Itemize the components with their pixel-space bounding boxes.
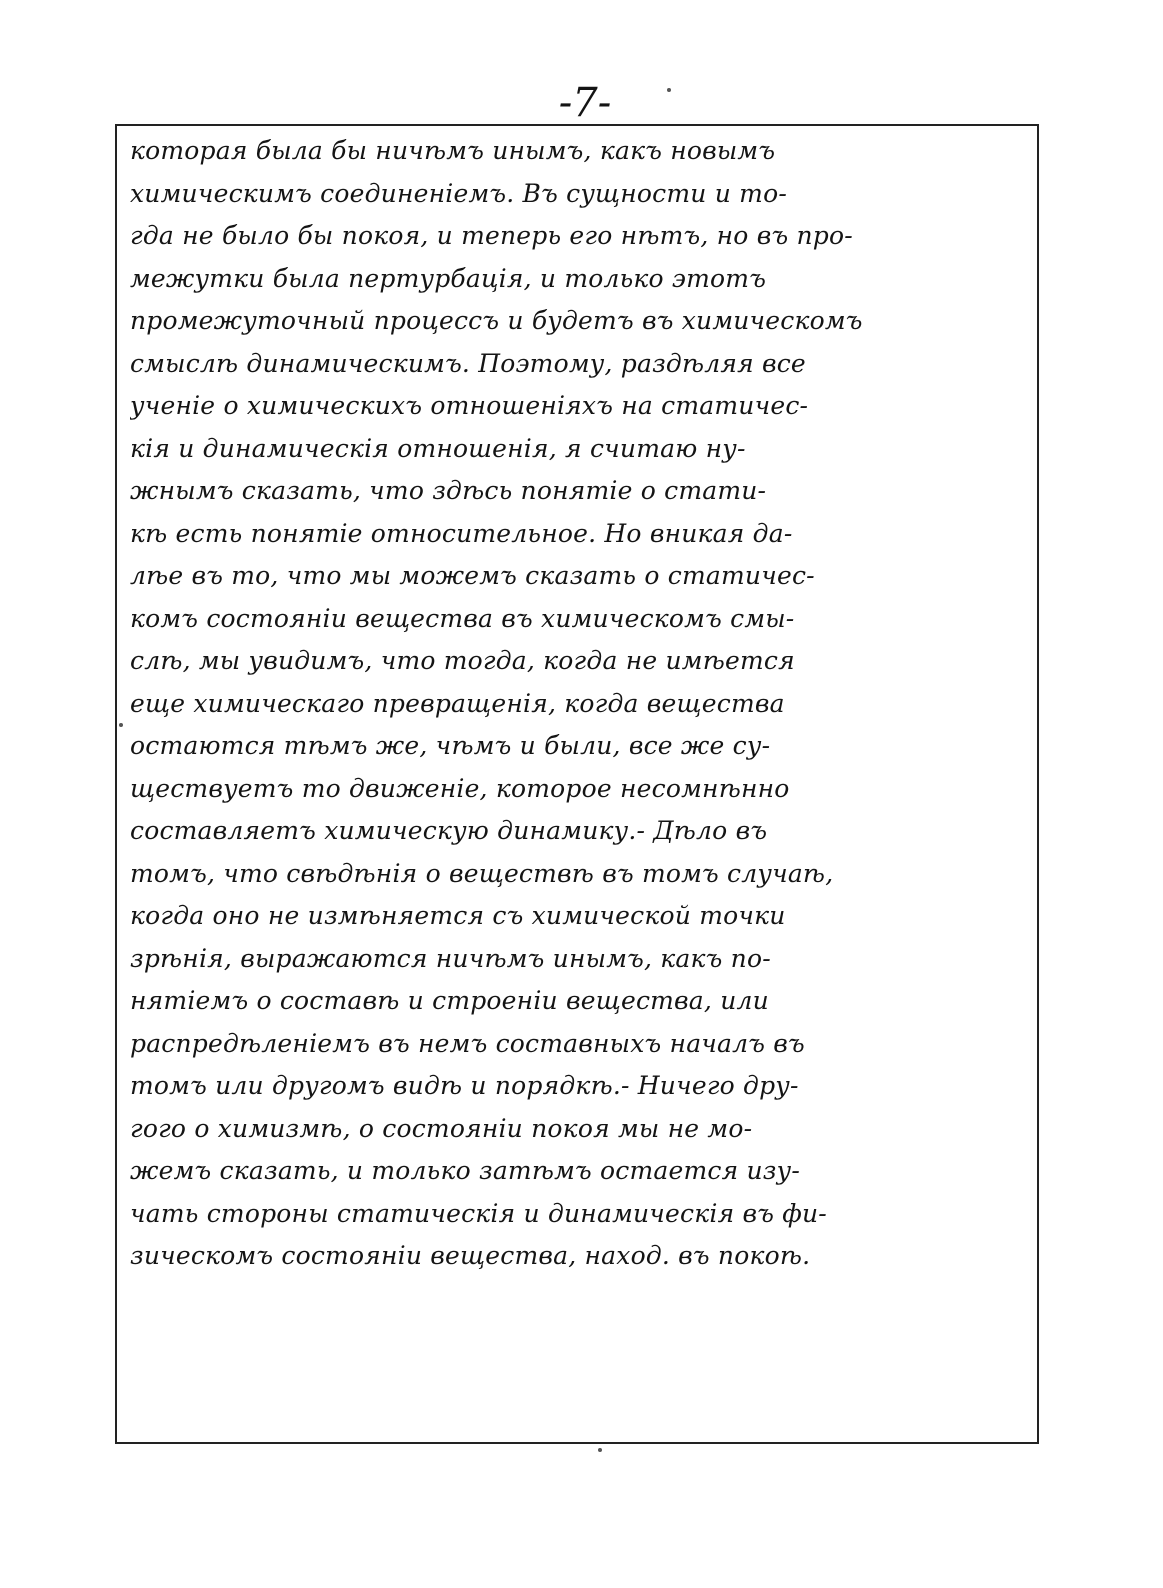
text-line: остаются тѣмъ же, чѣмъ и были, все же су-: [130, 731, 771, 760]
text-line: томъ или другомъ видѣ и порядкѣ.- Ничего дру-: [130, 1071, 799, 1100]
manuscript-text: [130, 130, 1030, 1278]
text-line: когда оно не измѣняется съ химической точки: [130, 901, 786, 930]
text-line: зрѣнія, выражаются ничѣмъ инымъ, какъ по-: [130, 943, 771, 973]
page-number: -7-: [558, 80, 612, 126]
text-line: нятіемъ о составѣ и строеніи вещества, или: [130, 986, 769, 1015]
text-line: гда не было бы покоя, и теперь его нѣтъ, но въ про-: [130, 221, 853, 250]
scan-speck: [598, 1448, 602, 1452]
text-line: гого о химизмѣ, о состояніи покоя мы не мо-: [130, 1113, 753, 1143]
text-line: лѣе въ то, что мы можемъ сказать о статичес-: [130, 561, 815, 590]
text-line: промежуточный процессъ и будетъ въ химическомъ: [130, 306, 863, 335]
text-line: ществуетъ то движеніе, которое несомнѣнно: [130, 773, 790, 803]
text-line: смыслѣ динамическимъ. Поэтому, раздѣляя все: [130, 348, 806, 378]
text-line: слѣ, мы увидимъ, что тогда, когда не имѣется: [130, 646, 795, 675]
text-line: жемъ сказать, и только затѣмъ остается изу-: [130, 1156, 800, 1185]
text-line: распредѣленіемъ въ немъ составныхъ началъ въ: [130, 1028, 805, 1058]
text-line: томъ, что свѣдѣнія о веществѣ въ томъ случаѣ,: [130, 858, 834, 888]
text-line: зическомъ состояніи вещества, наход. въ покоѣ.: [130, 1241, 811, 1270]
text-line: ученіе о химическихъ отношеніяхъ на статичес-: [130, 391, 809, 420]
text-line: чать стороны статическія и динамическія въ фи-: [130, 1198, 827, 1228]
text-line: еще химическаго превращенія, когда вещества: [130, 688, 785, 718]
text-line: межутки была пертурбація, и только этотъ: [130, 263, 767, 293]
text-line: кѣ есть понятіе относительное. Но вникая да-: [130, 518, 793, 548]
text-line: которая была бы ничѣмъ инымъ, какъ новымъ: [130, 136, 776, 165]
text-line: комъ состояніи вещества въ химическомъ смы-: [130, 603, 795, 633]
text-line: жнымъ сказать, что здѣсь понятіе о стати-: [130, 476, 767, 505]
text-line: кія и динамическія отношенія, я считаю ну-: [130, 433, 746, 463]
text-line: химическимъ соединеніемъ. Въ сущности и то-: [130, 178, 787, 208]
text-line: составляетъ химическую динамику.- Дѣло въ: [130, 816, 768, 845]
scan-speck: [119, 723, 123, 727]
scan-speck: [667, 88, 671, 92]
